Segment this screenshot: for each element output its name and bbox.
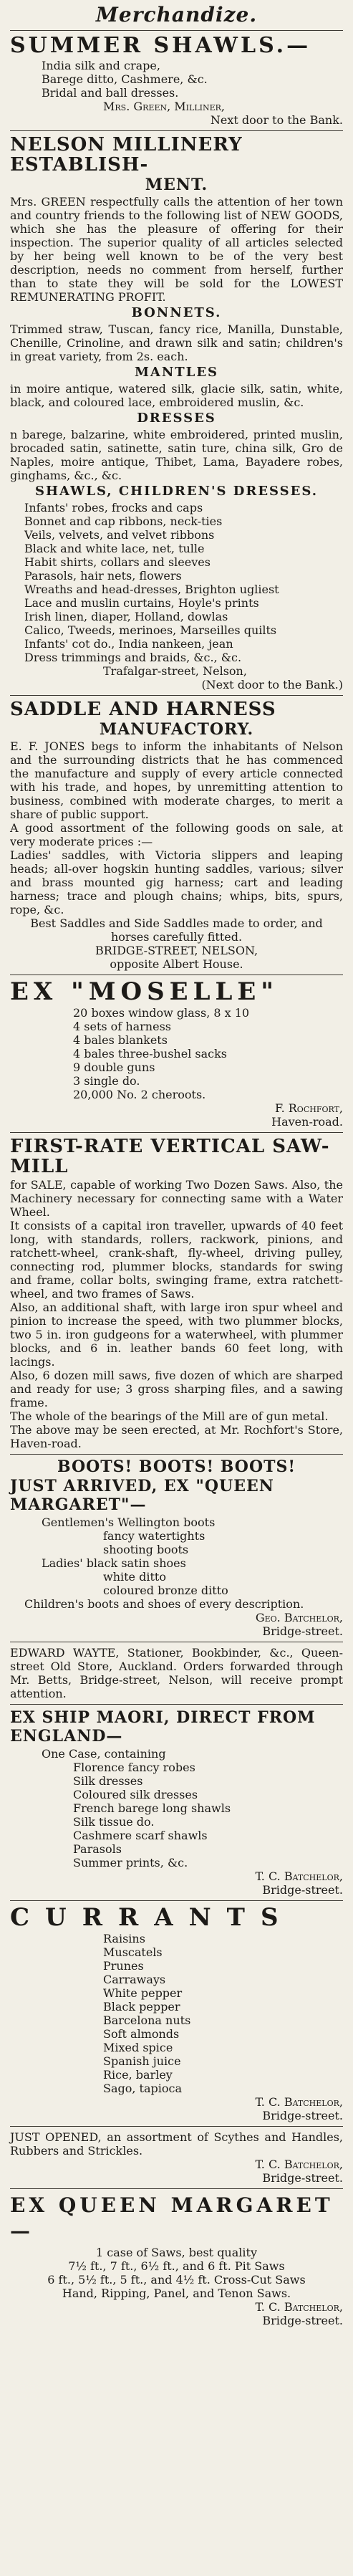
signature-address: Trafalgar-street, Nelson,	[103, 664, 247, 678]
divider	[10, 1704, 343, 1705]
ad-paragraph: Also, 6 dozen mill saws, five dozen of which are sharped and ready for use; 3 gross sharping files, and a sawing frame.	[10, 1369, 343, 1409]
ad-headline: CURRANTS	[10, 1903, 294, 1932]
section-heading: SHAWLS, CHILDREN'S DRESSES.	[35, 484, 318, 499]
ad-paragraph: It consists of a capital iron traveller, upwards of 40 feet long, with standards, rollers, rackwork, pinions, and ratchett-wheel, crank-shaft, fly-wheel, driving pulley, connecting rod, plummer blocks, standards for swing and frame, collar bolts, swinging frame, extra ratchett-wheel, and two frames of Saws.	[10, 1219, 343, 1301]
list-item: Silk dresses	[73, 1774, 143, 1788]
list-item: Prunes	[103, 1959, 144, 1973]
list-item: Hand, Ripping, Panel, and Tenon Saws.	[62, 2287, 291, 2300]
signature: Mrs. Green, Milliner,	[103, 100, 225, 113]
list-item: Irish linen, diaper, Holland, dowlas	[24, 610, 228, 623]
ad-paragraph: for SALE, capable of working Two Dozen Saws. Also, the Machinery necessary for connecting same with a Water Wheel.	[10, 1178, 343, 1219]
ad-summer-shawls	[10, 34, 343, 127]
section-heading: DRESSES	[137, 411, 216, 426]
ad-intro: Mrs. GREEN respectfully calls the attention of her town and country friends to the following list of NEW GOODS, which she has the pleasure of offering for their inspection. The superior quality of all articles selected by her being well known to be of the very best description, needs no comment from herself, further than to state they will be sold for the LOWEST REMUNERATING PROFIT.	[10, 195, 343, 304]
list-item: 7½ ft., 7 ft., 6½ ft., and 6 ft. Pit Saws	[68, 2259, 285, 2273]
divider	[10, 1132, 343, 1133]
ad-headline: EX QUEEN MARGARET—	[10, 2193, 334, 2243]
ad-paragraph: A good assortment of the following goods on sale, at very moderate prices :—	[10, 821, 343, 848]
ad-paragraph: Also, an additional shaft, with large iron spur wheel and pinion to increase the speed, with two plummer blocks, two 5 in. iron gudgeons for a waterwheel, with plummer blocks, and 6 in. leather bands 60 feet long, with lacings.	[10, 1301, 343, 1369]
list-item: 4 bales blankets	[73, 1033, 168, 1047]
list-item: 6 ft., 5½ ft., 5 ft., and 4½ ft. Cross-Cut Saws	[47, 2273, 306, 2287]
ad-headline: EX "MOSELLE"	[10, 977, 279, 1006]
signature-address: Bridge-street.	[262, 1883, 343, 1897]
ad-intro: E. F. JONES begs to inform the inhabitants of Nelson and the surrounding districts that he has commenced the manufacture and supply of every article connected with his trade, and hopes, by unremitting attention to business, combined with moderate charges, to merit a share of public support.	[10, 739, 343, 821]
signature-address: BRIDGE-STREET, NELSON,	[95, 944, 258, 957]
ad-headline: BOOTS! BOOTS! BOOTS!	[57, 1457, 296, 1476]
divider	[10, 2188, 343, 2189]
list-item: Coloured silk dresses	[73, 1788, 198, 1801]
list-item: Bonnet and cap ribbons, neck-ties	[24, 514, 223, 528]
ad-headline: EX SHIP MAORI, DIRECT FROM ENGLAND—	[10, 1708, 316, 1746]
ad-edward-wayte	[10, 1646, 343, 1700]
ad-boots	[10, 1458, 343, 1638]
list-item: Gentlemen's Wellington boots	[42, 1516, 216, 1529]
list-item: coloured bronze ditto	[103, 1584, 228, 1597]
list-item: Barege ditto, Cashmere, &c.	[42, 72, 208, 86]
list-item: Ladies' black satin shoes	[42, 1556, 186, 1570]
ad-headline: FIRST-RATE VERTICAL SAW-MILL	[10, 1136, 330, 1177]
signature: T. C. Batchelor,	[255, 1869, 343, 1883]
list-item: 9 double guns	[73, 1060, 155, 1074]
signature-address: Bridge-street.	[262, 2109, 343, 2122]
list-item: Parasols, hair nets, flowers	[24, 569, 182, 583]
list-item: Bridal and ball dresses.	[42, 86, 179, 100]
divider	[10, 130, 343, 131]
ad-headline: NELSON MILLINERY ESTABLISH-	[10, 134, 243, 176]
list-item: Silk tissue do.	[73, 1815, 155, 1829]
section-heading: MANTLES	[134, 365, 219, 380]
section-masthead: Merchandize.	[95, 3, 258, 27]
signature-address: (Next door to the Bank.)	[201, 678, 343, 691]
ad-headline-cont: MENT.	[145, 176, 208, 194]
ad-paragraph: The whole of the bearings of the Mill are of gun metal.	[10, 1409, 329, 1423]
ad-headline-cont: MANUFACTORY.	[99, 720, 254, 739]
ad-paragraph: Ladies' saddles, with Victoria slippers and leaping heads; all-over hogskin hunting saddles, various; silver and brass mounted gig harness; cart and leading harness; trace and plough chains; whips, bits, spurs, rope, &c.	[10, 848, 343, 916]
ad-ex-queen-margaret	[10, 2193, 343, 2327]
signature-address: Next door to the Bank.	[210, 113, 343, 127]
divider	[10, 695, 343, 696]
list-item: white ditto	[103, 1570, 166, 1584]
list-item: fancy watertights	[103, 1529, 205, 1543]
list-item: Muscatels	[103, 1945, 163, 1959]
list-item: 1 case of Saws, best quality	[96, 2246, 257, 2259]
ad-scythes	[10, 2130, 343, 2185]
list-item: shooting boots	[103, 1543, 189, 1556]
ad-subline: One Case, containing	[42, 1747, 166, 1761]
ad-paragraph: The above may be seen erected, at Mr. Rochfort's Store, Haven-road.	[10, 1423, 343, 1450]
list-item: Dress trimmings and braids, &c., &c.	[24, 651, 242, 664]
section-text: n barege, balzarine, white embroidered, printed muslin, brocaded satin, satinette, satin ture, china silk, Gro de Naples, moire antique, Thibet, Lama, Bayadere robes, ginghams, &c., &c.	[10, 428, 343, 482]
ad-paragraph: EDWARD WAYTE, Stationer, Bookbinder, &c., Queen-street Old Store, Auckland. Orders forwarded through Mr. Betts, Bridge-street, Nelson, will receive prompt attention.	[10, 1646, 343, 1700]
section-heading: BONNETS.	[131, 305, 222, 320]
list-item: Veils, velvets, and velvet ribbons	[24, 528, 215, 542]
list-item: Raisins	[103, 1932, 145, 1945]
signature: F. Rochfort,	[274, 1101, 343, 1115]
list-item: Calico, Tweeds, merinoes, Marseilles quilts	[24, 623, 277, 637]
list-item: 20 boxes window glass, 8 x 10	[73, 1006, 250, 1020]
list-item: Mixed spice	[103, 2041, 173, 2054]
list-item: Soft almonds	[103, 2027, 180, 2041]
section-text: Trimmed straw, Tuscan, fancy rice, Manilla, Dunstable, Chenille, Crinoline, and drawn silk and satin; children's in great variety, from 2s. each.	[10, 322, 343, 363]
ad-ex-moselle	[10, 979, 343, 1129]
list-item: 3 single do.	[73, 1074, 140, 1088]
list-item: 4 bales three-bushel sacks	[73, 1047, 228, 1060]
section-text: in moire antique, watered silk, glacie silk, satin, white, black, and coloured lace, embroidered muslin, &c.	[10, 382, 343, 409]
list-item: French barege long shawls	[73, 1801, 231, 1815]
list-item: Summer prints, &c.	[73, 1856, 188, 1869]
list-item: Black and white lace, net, tulle	[24, 542, 205, 555]
signature-address: Bridge-street.	[262, 2171, 343, 2185]
ad-headline: SADDLE AND HARNESS	[10, 699, 276, 720]
ad-saw-mill	[10, 1136, 343, 1450]
list-item: Sago, tapioca	[103, 2082, 183, 2095]
list-item: White pepper	[103, 1986, 183, 2000]
signature: T. C. Batchelor,	[255, 2095, 343, 2109]
divider	[10, 1900, 343, 1901]
ad-nelson-millinery	[10, 135, 343, 691]
list-item: Lace and muslin curtains, Hoyle's prints	[24, 596, 259, 610]
divider	[10, 2126, 343, 2127]
list-item: 4 sets of harness	[73, 1020, 171, 1033]
list-item: Wreaths and head-dresses, Brighton ugliest	[24, 583, 279, 596]
list-item: Carraways	[103, 1973, 166, 1986]
signature-address: Bridge-street.	[262, 2314, 343, 2327]
signature-address: Bridge-street.	[262, 1624, 343, 1638]
divider	[10, 1454, 343, 1455]
list-item: Children's boots and shoes of every description.	[24, 1597, 304, 1611]
ad-paragraph: Best Saddles and Side Saddles made to order, and horses carefully fitted.	[30, 916, 323, 944]
list-item: Habit shirts, collars and sleeves	[24, 555, 211, 569]
list-item: India silk and crape,	[42, 59, 160, 72]
signature: T. C. Batchelor,	[255, 2300, 343, 2314]
signature-address: Haven-road.	[271, 1115, 343, 1129]
list-item: Rice, barley	[103, 2068, 173, 2082]
signature-address: opposite Albert House.	[110, 957, 243, 971]
signature: Geo. Batchelor,	[255, 1611, 343, 1624]
list-item: Barcelona nuts	[103, 2014, 191, 2027]
list-item: Spanish juice	[103, 2054, 181, 2068]
ad-headline: SUMMER SHAWLS.—	[10, 33, 311, 58]
list-item: Infants' robes, frocks and caps	[24, 501, 203, 514]
divider	[10, 30, 343, 31]
list-item: Infants' cot do., India nankeen, jean	[24, 637, 233, 651]
list-item: Cashmere scarf shawls	[73, 1829, 208, 1842]
ad-currants	[10, 1905, 343, 2122]
list-item: Florence fancy robes	[73, 1761, 195, 1774]
list-item: Black pepper	[103, 2000, 180, 2014]
signature: T. C. Batchelor,	[255, 2158, 343, 2171]
ad-saddle-harness	[10, 699, 343, 971]
ad-headline-cont: JUST ARRIVED, EX "QUEEN MARGARET"—	[10, 1477, 274, 1514]
ad-ex-ship-maori	[10, 1708, 343, 1897]
ad-paragraph: JUST OPENED, an assortment of Scythes and Handles, Rubbers and Strickles.	[10, 2130, 343, 2158]
list-item: Parasols	[73, 1842, 122, 1856]
list-item: 20,000 No. 2 cheroots.	[73, 1088, 206, 1101]
